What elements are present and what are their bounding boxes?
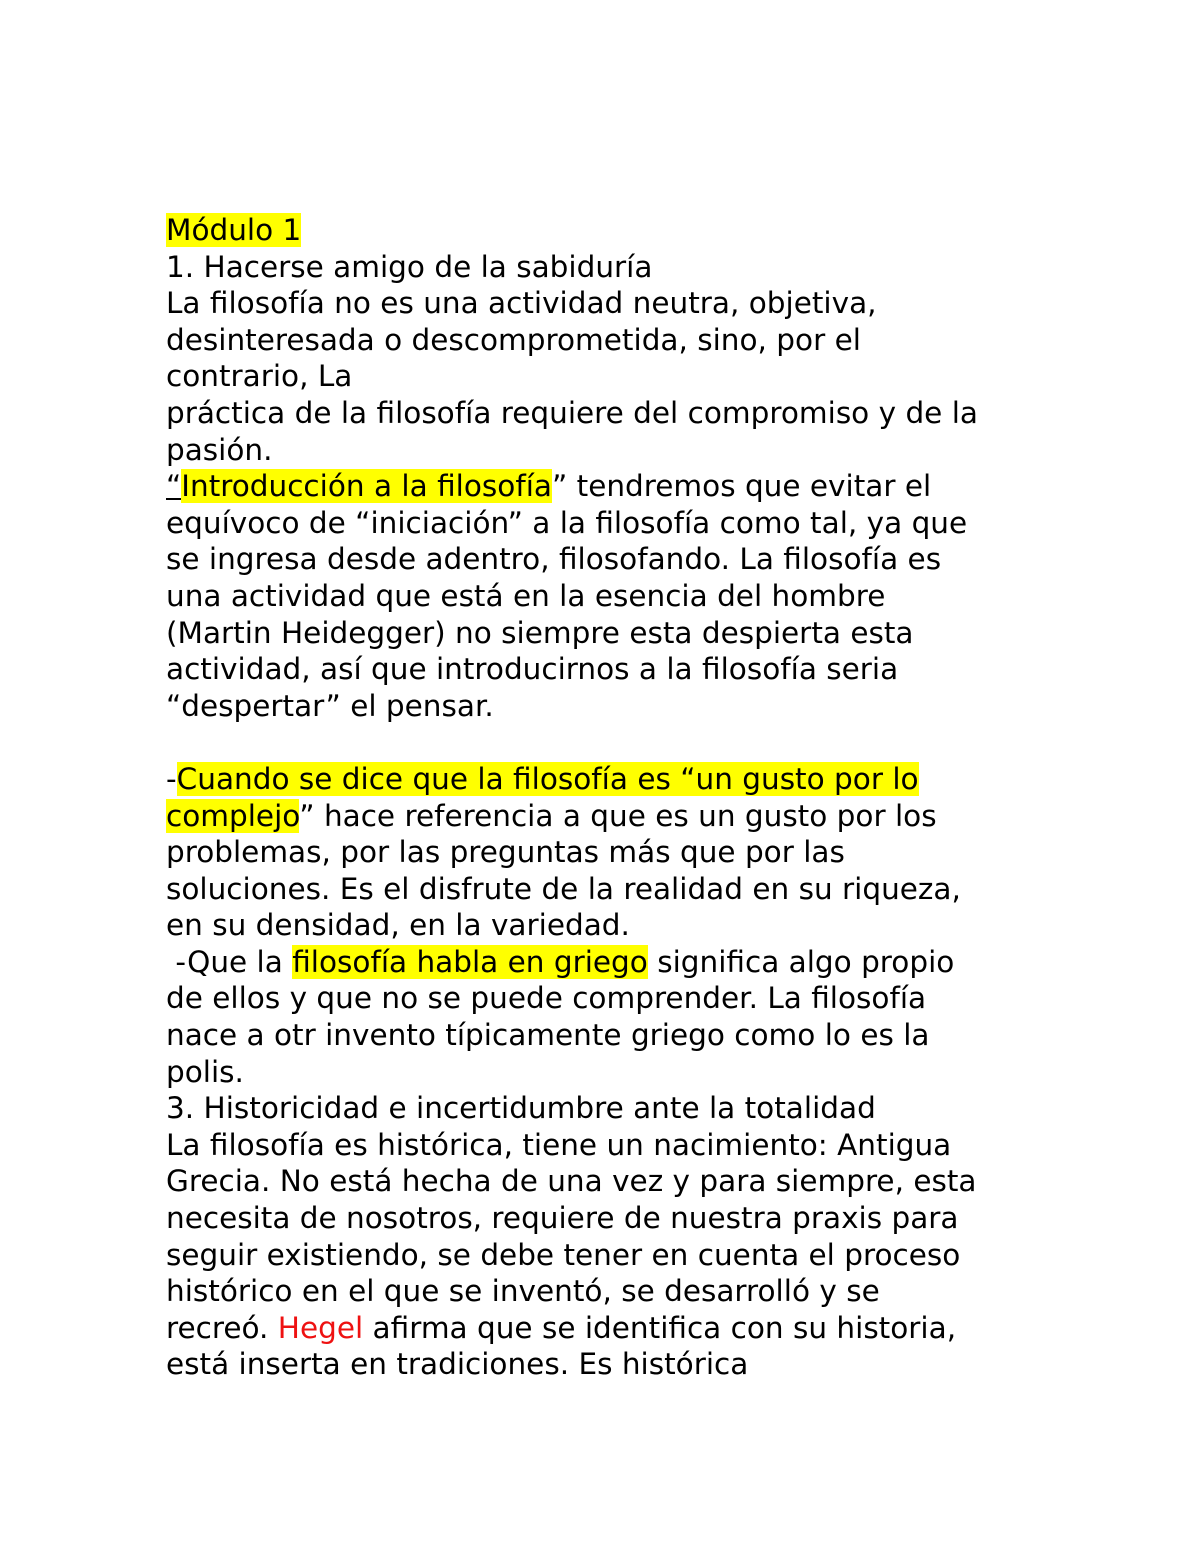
p5-line-6 — [166, 1310, 1046, 1347]
document-text — [166, 212, 1046, 1383]
p3-rest-second: ” hace referencia a que es un gusto por los — [299, 798, 937, 833]
p4-highlight: filosofía habla en griego — [292, 944, 648, 979]
p2-line-4: una actividad que está en la esencia del hombre — [166, 578, 886, 613]
p1-line-5: pasión. — [166, 432, 273, 467]
p1-line-1: La filosofía no es una actividad neutra, objetiva, — [166, 286, 877, 321]
p2-line-1 — [166, 468, 1046, 505]
p1-line-2: desinteresada o descomprometida, sino, por el — [166, 322, 861, 357]
p2-line-5: (Martin Heidegger) no siempre esta despierta esta — [166, 615, 914, 650]
p2-rest-first: ” tendremos que evitar el — [551, 469, 932, 504]
section1-heading: 1. Hacerse amigo de la sabiduría — [166, 249, 653, 284]
p5-line-4: seguir existiendo, se debe tener en cuenta el proceso — [166, 1237, 961, 1272]
p1-line-3: contrario, La — [166, 359, 353, 394]
p4-line-2: de ellos y que no se puede comprender. La filosofía — [166, 981, 927, 1016]
p4-rest-first: significa algo propio — [647, 944, 955, 979]
p3-line-5: en su densidad, en la variedad. — [166, 908, 630, 943]
p2-line-7: “despertar” el pensar. — [166, 688, 494, 723]
p4-line-1 — [166, 944, 1046, 981]
p5-post-red: afirma que se identifica con su historia, — [363, 1310, 957, 1345]
p1-line-4: práctica de la filosofía requiere del compromiso y de la — [166, 395, 978, 430]
p3-line-1 — [166, 761, 1046, 798]
p5-line-5: histórico en el que se inventó, se desarrolló y se — [166, 1274, 880, 1309]
module-title-line — [166, 212, 1046, 249]
hegel-name: Hegel — [277, 1310, 364, 1345]
p3-dash: - — [166, 761, 177, 796]
p2-highlight: Introducción a la filosofía — [181, 469, 552, 504]
p2-line-6: actividad, así que introducirnos a la filosofía seria — [166, 652, 899, 687]
p5-line-2: Grecia. No está hecha de una vez y para siempre, esta — [166, 1164, 977, 1199]
module-title: Módulo 1 — [166, 213, 302, 247]
p2-open-quote: “ — [166, 469, 182, 504]
p5-line-3: necesita de nosotros, requiere de nuestra praxis para — [166, 1201, 959, 1236]
p2-line-3: se ingresa desde adentro, filosofando. La filosofía es — [166, 542, 942, 577]
section3-heading: 3. Historicidad e incertidumbre ante la totalidad — [166, 1091, 876, 1126]
p3-line-2 — [166, 798, 1046, 835]
p3-line-4: soluciones. Es el disfrute de la realidad en su riqueza, — [166, 871, 961, 906]
p4-line-4: polis. — [166, 1054, 244, 1089]
p3-highlight-a: Cuando se dice que la filosofía es “un gusto por lo — [176, 761, 919, 796]
p4-line-3: nace a otr invento típicamente griego como lo es la — [166, 1018, 930, 1053]
p3-line-3: problemas, por las preguntas más que por las — [166, 835, 845, 870]
p4-lead: -Que la — [166, 944, 293, 979]
p5-pre-red: recreó. — [166, 1310, 278, 1345]
p3-highlight-b: complejo — [166, 798, 300, 833]
p5-line-1: La filosofía es histórica, tiene un nacimiento: Antigua — [166, 1127, 952, 1162]
blank-line — [166, 724, 1046, 761]
p2-line-2: equívoco de “iniciación” a la filosofía como tal, ya que — [166, 505, 968, 540]
p5-line-7: está inserta en tradiciones. Es histórica — [166, 1347, 749, 1382]
